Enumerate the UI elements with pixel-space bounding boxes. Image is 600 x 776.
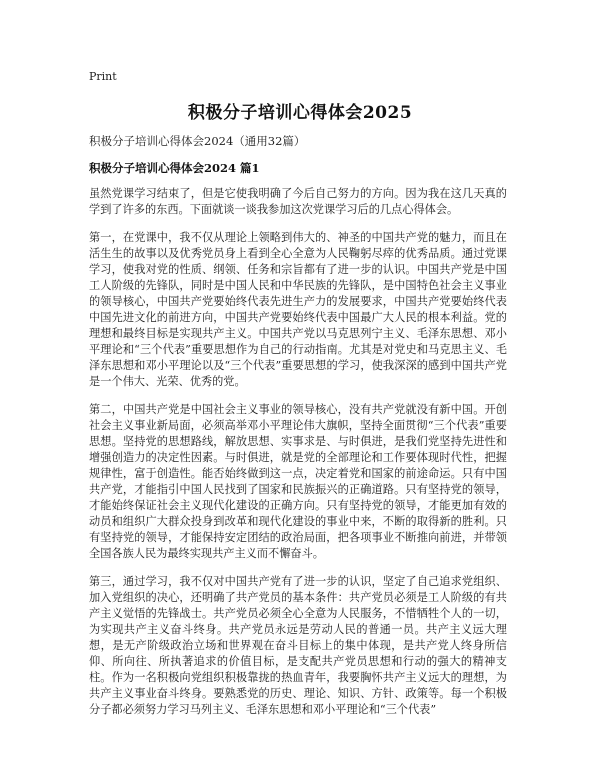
document-body: [89, 186, 507, 730]
section-heading: 积极分子培训心得体会2024 篇1: [89, 161, 260, 175]
paragraph-second: 第二，中国共产党是中国社会主义事业的领导核心，没有共产党就没有新中国。开创社会主义事业新局面，必须高举邓小平理论伟大旗帜，坚持全面贯彻“三个代表”重要思想。坚持党的思想路线，解放思想、实事求是、与时俱进，是我们党坚持先进性和增强创造力的决定性因素。与时俱进，就是党的全部理论和工作要体现时代性，把握规律性，富于创造性。能否始终做到这一点，决定着党和国家的前途命运。只有中国共产党，才能指引中国人民找到了国家和民族振兴的正确道路。只有坚持党的领导，才能始终保证社会主义现代化建设的正确方向。只有坚持党的领导，才能更加有效的动员和组织广大群众投身到改革和现代化建设的事业中来，不断的取得新的胜利。只有坚持党的领导，才能保持安定团结的政治局面，把各项事业不断推向前进，并带领全国各族人民为最终实现共产主义而不懈奋斗。: [89, 403, 507, 560]
paragraph-first: 第一，在党课中，我不仅从理论上领略到伟大的、神圣的中国共产党的魅力，而且在活生生的故事以及优秀党员身上看到全心全意为人民鞠躬尽瘁的优秀品质。通过党课学习，使我对党的性质、纲领、任务和宗旨都有了进一步的认识。中国共产党是中国工人阶级的先锋队，同时是中国人民和中华民族的先锋队，是中国特色社会主义事业的领导核心，中国共产党要始终代表先进生产力的发展要求，中国共产党要始终代表中国先进文化的前进方向，中国共产党要始终代表中国最广大人民的根本利益。党的理想和最终目标是实现共产主义。中国共产党以马克思列宁主义、毛泽东思想、邓小平理论和“三个代表”重要思想作为自己的行动指南。尤其是对党史和马克思主义、毛泽东思想和邓小平理论以及“三个代表”重要思想的学习，使我深深的感到中国共产党是一个伟大、光荣、优秀的党。: [89, 231, 507, 388]
paragraph-third: 第三，通过学习，我不仅对中国共产党有了进一步的认识，坚定了自己追求党组织、加入党组织的决心，还明确了共产党员的基本条件：共产党员必须是工人阶级的有共产主义觉悟的先锋战士。共产党员必须全心全意为人民服务，不惜牺牲个人的一切，为实现共产主义奋斗终身。共产党员永远是劳动人民的普通一员。共产主义远大理想，是无产阶级政治立场和世界观在奋斗目标上的集中体现，是共产党人终身所信仰、所向往、所执著追求的价值目标，是支配共产党员思想和行动的强大的精神支柱。作为一名积极向党组织积极靠拢的热血青年，我要胸怀共产主义远大的理想，为共产主义事业奋斗终身。要熟悉党的历史、理论、知识、方针、政策等。每一个积极分子都必须努力学习马列主义、毛泽东思想和邓小平理论和“三个代表”: [89, 575, 507, 716]
paragraph-intro: 虽然党课学习结束了，但是它使我明确了今后自己努力的方向。因为我在这几天真的学到了许多的东西。下面就谈一谈我参加这次党课学习后的几点心得体会。: [89, 187, 507, 216]
print-label: Print: [89, 70, 117, 83]
document-title: 积极分子培训心得体会2025: [187, 103, 413, 123]
document-subtitle: 积极分子培训心得体会2024（通用32篇）: [89, 134, 306, 148]
